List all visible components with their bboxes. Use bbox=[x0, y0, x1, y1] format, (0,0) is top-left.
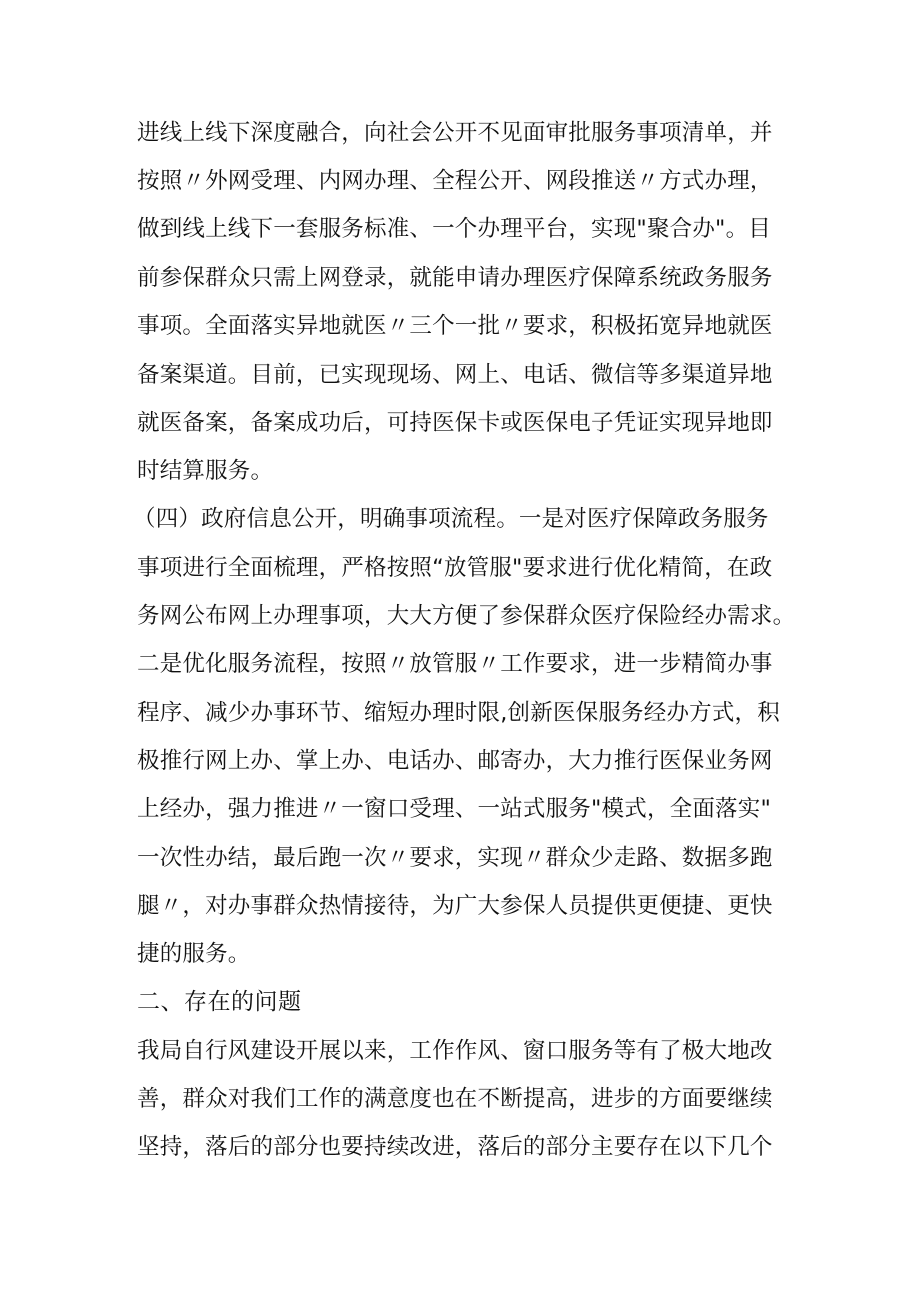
paragraph-line: 事项进行全面梳理，严格按照“放管服"要求进行优化精简，在政 bbox=[137, 555, 773, 581]
paragraph-line: 二是优化服务流程，按照〃放管服〃工作要求，进一步精简办事 bbox=[137, 651, 773, 677]
paragraph-line: 进线上线下深度融合，向社会公开不见面审批服务事项清单，并 bbox=[137, 120, 773, 146]
paragraph-line: 时结算服务。 bbox=[137, 458, 274, 484]
paragraph-line: 一次性办结，最后跑一次〃要求，实现〃群众少走路、数据多跑 bbox=[137, 845, 773, 871]
paragraph-line: 务网公布网上办理事项，大大方便了参保群众医疗保险经办需求。 bbox=[137, 603, 796, 629]
paragraph-line: 按照〃外网受理、内网办理、全程公开、网段推送〃方式办理， bbox=[137, 168, 773, 194]
paragraph-line: （四）政府信息公开，明确事项流程。一是对医疗保障政务服务 bbox=[133, 506, 769, 532]
paragraph-line: 事项。全面落实异地就医〃三个一批〃要求，积极拓宽异地就医 bbox=[137, 313, 773, 339]
paragraph-line: 备案渠道。目前，已实现现场、网上、电话、微信等多渠道异地 bbox=[137, 362, 773, 388]
paragraph-line: 做到线上线下一套服务标准、一个办理平台，实现"聚合办"。目 bbox=[137, 216, 771, 242]
paragraph-line: 腿〃，对办事群众热情接待，为广大参保人员提供更便捷、更快 bbox=[137, 893, 773, 919]
paragraph-line: 善，群众对我们工作的满意度也在不断提高，进步的方面要继续 bbox=[137, 1086, 773, 1112]
paragraph-line: 程序、减少办事环节、缩短办理时限,创新医保服务经办方式，积 bbox=[137, 700, 780, 726]
section-heading: 二、存在的问题 bbox=[137, 989, 302, 1015]
paragraph-line: 前参保群众只需上网登录，就能申请办理医疗保障系统政务服务 bbox=[137, 265, 773, 291]
paragraph-line: 就医备案，备案成功后，可持医保卡或医保电子凭证实现异地即 bbox=[137, 410, 773, 436]
paragraph-line: 上经办，强力推进〃一窗口受理、一站式服务"模式，全面落实" bbox=[137, 796, 771, 822]
paragraph-line: 我局自行风建设开展以来，工作作风、窗口服务等有了极大地改 bbox=[137, 1038, 773, 1064]
paragraph-line: 坚持，落后的部分也要持续改进，落后的部分主要存在以下几个 bbox=[137, 1134, 773, 1160]
paragraph-line: 捷的服务。 bbox=[137, 941, 251, 967]
paragraph-line: 极推行网上办、掌上办、电话办、邮寄办，大力推行医保业务网 bbox=[137, 748, 773, 774]
